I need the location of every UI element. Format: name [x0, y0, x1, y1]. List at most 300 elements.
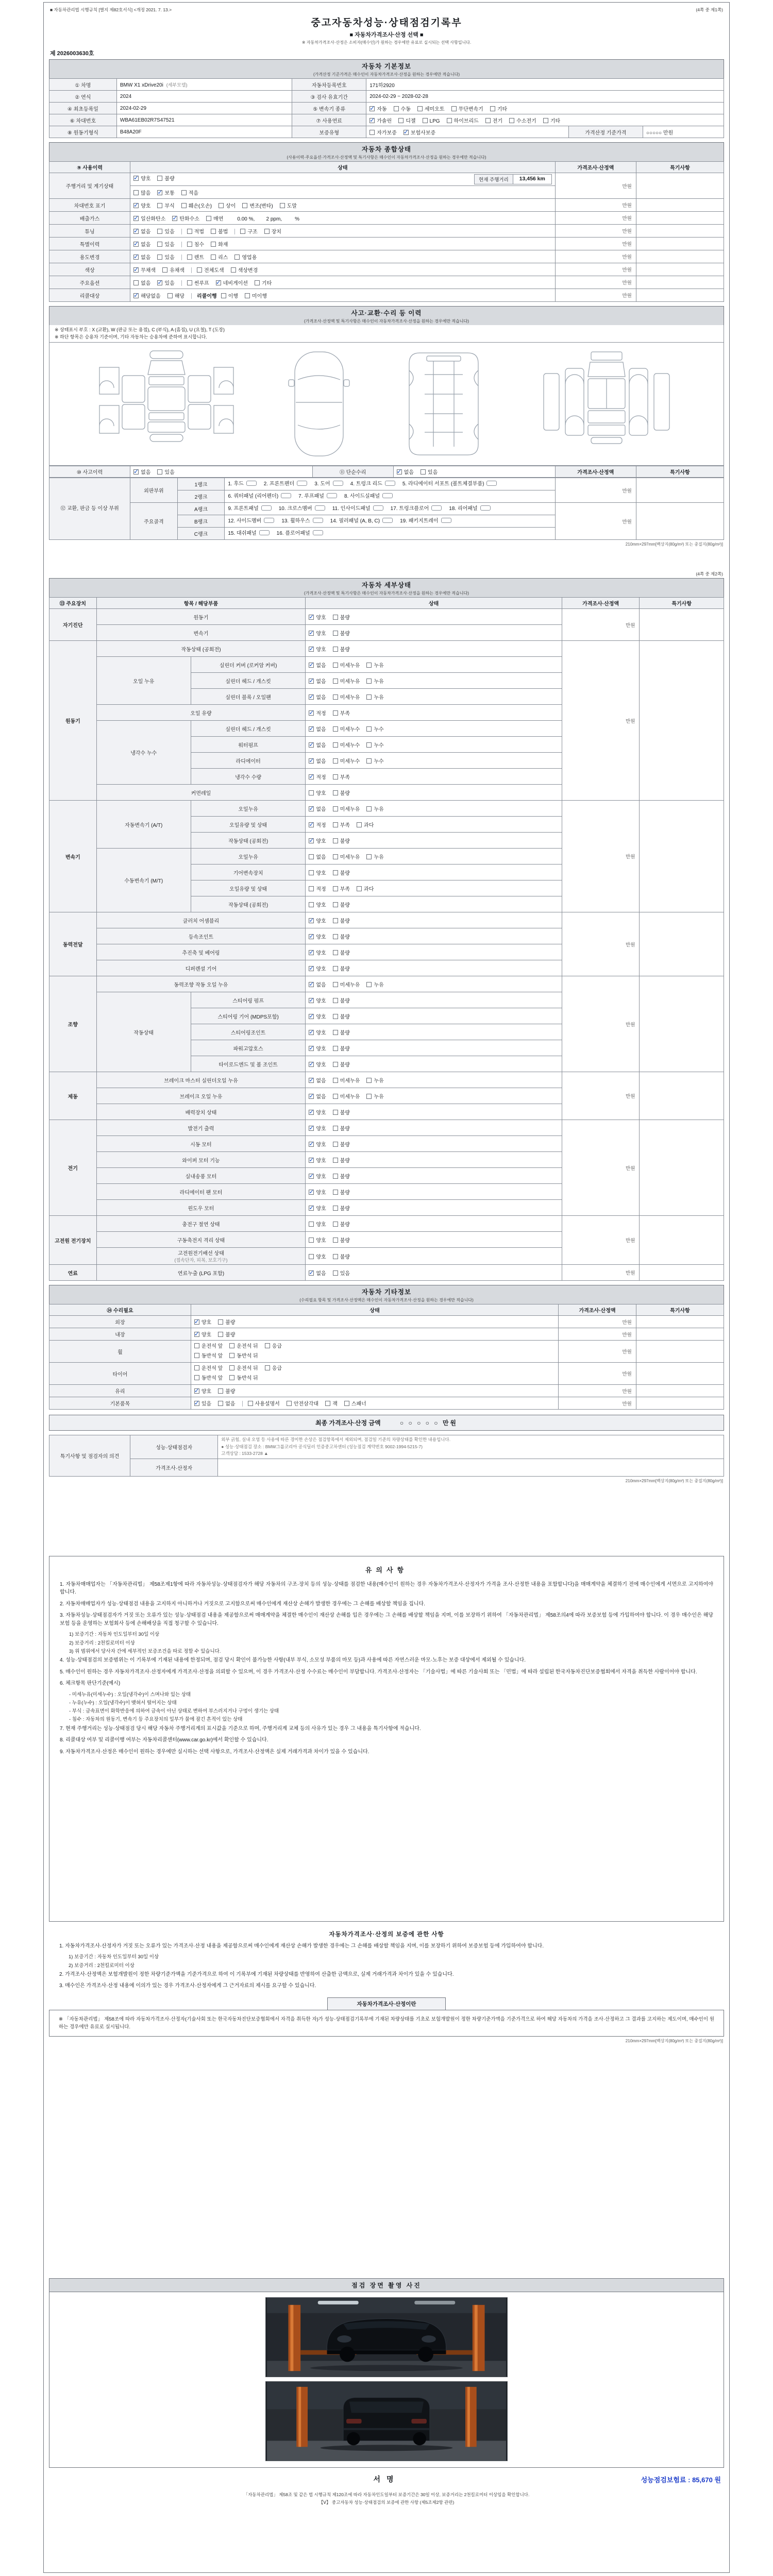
option-label: 없음 — [141, 242, 151, 248]
divider — [234, 229, 235, 234]
part-label: 16. 플로어패널 — [276, 531, 310, 536]
unchecked-checkbox — [333, 1174, 338, 1179]
unchecked-checkbox — [211, 242, 216, 247]
divider — [181, 280, 182, 286]
wheel-line — [194, 1351, 555, 1361]
etc-row — [49, 1341, 724, 1363]
checkbox-option — [333, 933, 350, 940]
option-label: 양호 — [316, 1014, 326, 1020]
checked-checkbox — [194, 1388, 199, 1394]
checkbox-option — [309, 837, 326, 844]
detail-row — [49, 1120, 724, 1136]
item-label: 원동기 — [96, 609, 306, 625]
checked-checkbox — [369, 106, 375, 111]
checkbox-option — [366, 725, 383, 733]
option-label: 잭 — [332, 1401, 338, 1407]
detail-row — [49, 641, 724, 657]
part-label: 9. 프론트패널 — [228, 506, 259, 512]
unchecked-checkbox — [543, 118, 548, 123]
header-row — [49, 162, 724, 173]
option-label: 불량 — [340, 1190, 350, 1196]
basic-row — [49, 79, 724, 91]
option-label: 자동 — [377, 106, 387, 112]
rank-label: 1랭크 — [177, 478, 225, 490]
notice-item: 6. 체크항목 판단기준(예시) — [60, 1681, 121, 1687]
option-label: 부족 — [340, 710, 350, 717]
checkbox-option — [333, 1108, 350, 1116]
checked-checkbox — [309, 1174, 314, 1179]
option-label: 있음 — [164, 470, 175, 476]
checked-checkbox — [309, 726, 314, 732]
unchecked-checkbox — [157, 255, 162, 260]
checkbox-option — [344, 1399, 366, 1407]
option-label: 무채색 — [141, 267, 156, 274]
part-item — [279, 504, 325, 514]
guarantee-section-title: 자동차가격조사·산정의 보증에 관한 사항 — [329, 1931, 444, 1938]
state-cell — [306, 880, 562, 896]
notice-item: 3. 자동차성능·상태점검자가 거짓 또는 오류가 있는 성능·상태점검 내용을 제공함으로써 매매계약을 체결한 매수인이 재산상 손해를 입은 경우에는 그 손해를 배상할 책임을 지며, 이를 보장하기 위하여 「자동차관리법」 제58조의4에 따라 보증보험 등에 가입하여야 합니다. 이 경우 매수인은 해당 보험 등을 운영하는 보험회사 등에 손해배상을 직접 청구할 수 있습니다. — [60, 1613, 713, 1626]
part-item — [330, 516, 393, 526]
notice-item: 9. 자동차가격조사·산정은 매수인이 원하는 경우에만 실시하는 선택 사항으로, 가격조사·산정액은 실제 거래가격과 차이가 있을 수 있습니다. — [60, 1749, 369, 1755]
option-label: 무단변속기 — [458, 106, 483, 112]
price-cell: 만원 — [555, 250, 636, 263]
engine-type: B48A20F — [116, 126, 292, 138]
unchecked-checkbox — [333, 1158, 338, 1163]
status-box — [297, 481, 307, 486]
device-group-label: 조향 — [49, 976, 97, 1072]
option-label: 보험사보증 — [410, 130, 436, 136]
section-title: 자동차 기타정보 — [362, 1289, 411, 1296]
checkbox-option — [218, 1318, 235, 1326]
checkbox-option — [157, 227, 174, 235]
unchecked-checkbox — [366, 742, 372, 748]
note-cell — [640, 609, 724, 641]
option-label: 양호 — [316, 1030, 326, 1036]
car-diagram-exterior-unfolded — [89, 348, 244, 460]
checked-checkbox — [194, 1401, 199, 1406]
unchecked-checkbox — [417, 106, 423, 111]
checked-checkbox — [309, 1126, 314, 1131]
checkbox-option — [333, 1076, 360, 1084]
checkbox-option — [157, 279, 174, 286]
checkbox-option — [187, 227, 204, 235]
notice-item: 4. 성능·상태점검의 보증범위는 이 기록부에 기재된 내용에 한정되며, 점검 당시 확인이 불가능한 사항(내부 부식, 소모성 부품의 마모 등)과 사용에 따른 자연스러운 마모·노후는 보증 대상에서 제외될 수 있습니다. — [60, 1657, 526, 1664]
unchecked-checkbox — [333, 918, 338, 923]
state-cell — [130, 225, 556, 238]
option-label: 동반석 뒤 — [237, 1353, 258, 1359]
checkbox-option — [133, 292, 161, 299]
checkbox-option — [333, 885, 350, 892]
option-label: 양호 — [316, 631, 326, 637]
row-label: 용도변경 — [49, 250, 130, 263]
checkbox-option — [187, 279, 209, 286]
part-label: 15. 대쉬패널 — [228, 531, 257, 536]
checked-checkbox — [133, 293, 139, 298]
option-label: 부식 — [164, 203, 175, 209]
opinion-line: 고객상담 : 1533-2728 ▲ — [221, 1451, 268, 1456]
checkbox-option — [167, 292, 184, 299]
item-label: 냉각수 누수 — [96, 721, 191, 785]
checked-checkbox — [309, 694, 314, 700]
part-item — [228, 479, 256, 489]
checkbox-option — [309, 741, 326, 749]
unchecked-checkbox — [157, 469, 162, 474]
option-label: 양호 — [316, 1238, 326, 1244]
section-title: 자동차 기본정보 — [362, 63, 411, 70]
checkbox-option — [181, 201, 212, 209]
checkbox-option — [309, 1252, 326, 1260]
unchecked-checkbox — [333, 886, 338, 891]
column-header-device: ⑬ 주요장치 — [49, 598, 97, 609]
state-cell — [306, 801, 562, 817]
document-subtitle-note: ※ 자동차가격조사·산정은 소비자(매수인)가 원하는 경우에만 유료로 실시되는 선택 사항입니다. — [301, 40, 472, 45]
option-label: 미세누유 — [340, 679, 360, 685]
part-label: 11. 인사이드패널 — [332, 506, 371, 512]
option-label: 없음 — [316, 806, 326, 812]
unchecked-checkbox — [333, 1078, 338, 1083]
checkbox-option — [333, 917, 350, 924]
state-cell — [306, 833, 562, 849]
unchecked-checkbox — [333, 631, 338, 636]
unchecked-checkbox — [194, 1365, 199, 1370]
option-label: 양호 — [316, 1110, 326, 1116]
notice-subitem: 1) 보증기간 : 자동차 인도일부터 30일 이상 — [69, 1632, 160, 1638]
checkbox-option — [366, 693, 383, 701]
inspection-photo-section — [49, 2278, 724, 2468]
rank-label: B랭크 — [177, 515, 225, 528]
checkbox-option — [309, 677, 326, 685]
unchecked-checkbox — [167, 293, 173, 298]
field-label: ② 연식 — [49, 91, 117, 103]
checked-checkbox — [309, 1030, 314, 1035]
top-reference-line — [50, 7, 723, 13]
option-label: 가솔린 — [377, 118, 392, 124]
price-cell: 만원 — [562, 912, 640, 976]
etc-row — [49, 1328, 724, 1341]
option-label: 불량 — [340, 1254, 350, 1260]
checkbox-option — [181, 189, 198, 196]
checkbox-option — [194, 1351, 223, 1361]
subitem-label: 워터펌프 — [191, 737, 306, 753]
checked-checkbox — [309, 679, 314, 684]
checkbox-option — [421, 468, 438, 476]
checkbox-option — [309, 1076, 326, 1084]
checked-checkbox — [133, 242, 139, 247]
option-label: 화재 — [218, 242, 228, 248]
price-cell: 만원 — [559, 1397, 636, 1410]
checkbox-option — [133, 266, 156, 274]
price-survey-info-text: ※ 「자동차관리법」 제58조에 따라 자동차가격조사·산정자(기술사회 또는 한국자동차진단보증협회에서 자격을 취득한 자)가 성능·상태점검기록부에 기재된 차량상태를 기초로 보험개발원이 정한 차량기준가액을 기준가격으로 하여 해당 자동차의 가격을 조사·산정하고 그 결과를 고지하는 제도이며, 매수인이 원하는 경우에만 유료로 실시됩니다. — [49, 2010, 724, 2037]
checked-checkbox — [194, 1332, 199, 1337]
option-label: 이행 — [228, 293, 239, 299]
option-label: 운전석 앞 — [201, 1344, 223, 1349]
checked-checkbox — [309, 934, 314, 939]
price-cell: 만원 — [562, 1072, 640, 1120]
subitem-label: 라디에이터 — [191, 753, 306, 769]
field-label: ⑦ 사용연료 — [292, 114, 366, 126]
item-label: 브레이크 오일 누유 — [96, 1088, 306, 1104]
section-etc-info-header — [49, 1285, 724, 1304]
part-label: 14. 필러패널 (A, B, C) — [330, 518, 380, 524]
state-cell — [306, 705, 562, 721]
option-label: 불량 — [164, 176, 175, 182]
state-cell — [306, 928, 562, 944]
unchecked-checkbox — [333, 774, 338, 779]
submodel-label: (세부모델) — [166, 82, 188, 88]
option-label: 없음 — [316, 742, 326, 749]
notices-section — [49, 1556, 724, 1922]
final-price-label: 최종 가격조사·산정 금액 — [315, 1419, 381, 1427]
unchecked-checkbox — [211, 255, 216, 260]
unchecked-checkbox — [181, 190, 187, 195]
checkbox-option — [309, 1012, 326, 1020]
checkbox-option — [333, 1044, 350, 1052]
checkbox-option — [133, 279, 150, 286]
state-cell — [306, 689, 562, 705]
checkbox-option — [133, 201, 150, 209]
car-diagram-area — [49, 343, 724, 466]
price-cell: 만원 — [555, 212, 636, 225]
option-label: 사용설명서 — [255, 1401, 280, 1407]
row-label: 주행거리 및 계기상태 — [49, 173, 130, 199]
option-label: 불량 — [340, 902, 350, 908]
inspection-record-document — [43, 2, 730, 2573]
option-label: 있음 — [164, 280, 175, 286]
option-label: 불법 — [218, 229, 228, 235]
option-label: 있음 — [340, 1270, 350, 1277]
option-label: 불량 — [225, 1389, 236, 1395]
item-label: 유리 — [49, 1385, 191, 1397]
base-price-value: ○○○○○ 만원 — [643, 126, 724, 138]
option-label: 스패너 — [351, 1401, 366, 1407]
item-label: 배력장치 상태 — [96, 1104, 306, 1120]
checkbox-option — [333, 629, 350, 637]
option-label: 불량 — [340, 1030, 350, 1036]
option-label: 적정 — [316, 822, 326, 828]
unchecked-checkbox — [194, 1353, 199, 1358]
accident-history-label: ⑩ 사고이력 — [49, 466, 130, 478]
option-label: 양호 — [316, 1254, 326, 1260]
guarantee-subitem: 2) 보증거리 : 2천킬로미터 이상 — [69, 1962, 135, 1969]
status-box — [441, 518, 451, 523]
opinion-text — [218, 1435, 724, 1459]
unchecked-checkbox — [265, 1365, 270, 1370]
option-label: 적법 — [194, 229, 205, 235]
item-label: 라디에이터 팬 모터 — [96, 1184, 306, 1200]
checkbox-option — [309, 1236, 326, 1244]
checkbox-option — [194, 1387, 211, 1395]
checkbox-option — [333, 948, 350, 956]
option-label: 보통 — [164, 190, 175, 196]
item-label: 등속조인트 — [96, 928, 306, 944]
part-label: 17. 트렁크플로어 — [390, 506, 429, 512]
note-cell — [636, 1363, 724, 1385]
document-number: 제 2026003630호 — [50, 50, 94, 57]
option-label: 누수 — [374, 726, 384, 733]
option-label: 전기 — [492, 118, 503, 124]
checkbox-option — [133, 174, 150, 182]
basic-row — [49, 91, 724, 103]
parts-cell — [225, 528, 555, 540]
notice-subitem: - 부식 : 금속표면이 화학반응에 의하여 금속이 아닌 상태로 변하여 부스러지거나 구멍이 생기는 상태 — [69, 1708, 279, 1715]
field-label: ⑥ 차대번호 — [49, 114, 117, 126]
option-label: 동반석 앞 — [201, 1353, 223, 1359]
state-cell — [306, 1136, 562, 1152]
checkbox-option — [509, 116, 536, 124]
note-cell — [636, 276, 724, 289]
option-label: 양호 — [316, 790, 326, 796]
checkbox-option — [447, 116, 479, 124]
unchecked-checkbox — [333, 1270, 338, 1276]
divider — [242, 1401, 243, 1406]
checkbox-option — [333, 1124, 350, 1132]
option-label: 양호 — [316, 838, 326, 844]
option-label: 렌트 — [194, 255, 205, 261]
unchecked-checkbox — [447, 118, 452, 123]
unchecked-checkbox — [344, 1401, 349, 1406]
checkbox-option — [245, 292, 267, 299]
checkbox-option — [333, 1220, 350, 1228]
state-cell — [306, 673, 562, 689]
option-label: 있음 — [427, 470, 438, 476]
checkbox-option — [309, 789, 326, 796]
checked-checkbox — [309, 998, 314, 1003]
unchecked-checkbox — [162, 267, 167, 273]
option-label: 기타 — [262, 280, 272, 286]
option-label: 양호 — [316, 615, 326, 621]
state-cell — [306, 1088, 562, 1104]
unchecked-checkbox — [309, 790, 314, 795]
part-label: 2. 프론트펜더 — [263, 481, 295, 487]
note-cell — [636, 503, 724, 540]
status-box — [313, 530, 323, 535]
unchecked-checkbox — [333, 710, 338, 716]
option-label: 양호 — [141, 176, 151, 182]
device-group-label: 고전원 전기장치 — [49, 1216, 97, 1265]
column-header-3: 특기사항 — [636, 162, 724, 173]
checked-checkbox — [133, 229, 139, 234]
checkbox-option — [133, 253, 150, 261]
detail-row — [49, 1072, 724, 1088]
paper-size-note: 210mm×297mm[백상지(80g/m²) 또는 중질지(80g/m²)] — [625, 542, 723, 547]
option-label: 누수 — [374, 758, 384, 765]
detail-row — [49, 801, 724, 817]
checked-checkbox — [309, 758, 314, 764]
checkbox-option — [366, 1092, 383, 1100]
warranty-type — [366, 126, 569, 138]
checkbox-option — [369, 128, 397, 136]
unchecked-checkbox — [333, 966, 338, 971]
checkbox-option — [194, 1330, 211, 1338]
checkbox-option — [211, 240, 228, 248]
notice-item: 1. 자동차매매업자는 「자동차관리법」 제58조제1항에 따라 자동차성능·상태점검자가 해당 자동차의 구조·장치 등의 성능·상태를 점검한 내용(매수인이 원하는 경우 자동차가격조사·산정자가 가격을 조사·산정한 내용을 포함합니다)을 매매계약을 체결하기 전에 매수인에게 서면으로 고지하여야 합니다. — [60, 1581, 713, 1596]
option-label: 없음 — [141, 470, 151, 476]
column-header-0: ⑭ 수리필요 — [49, 1304, 191, 1316]
option-label: 양호 — [316, 1222, 326, 1228]
checked-checkbox — [194, 1319, 199, 1325]
state-cell — [191, 1316, 558, 1328]
option-label: 누유 — [374, 1094, 384, 1100]
checkbox-option — [309, 1108, 326, 1116]
divider — [181, 242, 182, 247]
checkbox-option — [255, 279, 272, 286]
checked-checkbox — [309, 1062, 314, 1067]
checkbox-option — [309, 964, 326, 972]
state-cell — [130, 238, 556, 250]
unchecked-checkbox — [398, 118, 404, 123]
price-cell: 만원 — [559, 1385, 636, 1397]
option-label: 불량 — [340, 1222, 350, 1228]
state-cell — [130, 289, 556, 302]
option-label: 불량 — [340, 950, 350, 956]
subitem-label: 오일누유 — [191, 801, 306, 817]
checkbox-option — [309, 901, 326, 908]
checkbox-option — [333, 1269, 350, 1277]
option-label: 장치 — [271, 229, 282, 235]
state-cell — [191, 1363, 558, 1385]
unchecked-checkbox — [333, 1062, 338, 1067]
checkbox-option — [264, 227, 281, 235]
notice-item: 5. 매수인이 원하는 경우 자동차가격조사·산정자에게 가격조사·산정을 의뢰할 수 있으며, 이 경우 가격조사·산정 수수료는 매수인이 부담합니다. 가격조사·산정자는 「기술사법」에 따른 기술사회 또는 「민법」에 따라 설립된 한국자동차진단보증협회에서 자격을 취득한 사람이어야 합니다. — [60, 1669, 697, 1675]
checkbox-option — [309, 773, 326, 781]
state-cell — [306, 1120, 562, 1136]
unchecked-checkbox — [133, 280, 139, 285]
state-cell — [306, 785, 562, 801]
state-cell — [191, 1397, 558, 1410]
state-cell — [306, 1104, 562, 1120]
item-label: 와이퍼 모터 기능 — [96, 1152, 306, 1168]
note-cell — [640, 801, 724, 912]
checkbox-option — [490, 105, 507, 112]
option-label: 적정 — [316, 886, 326, 892]
checkbox-option — [187, 240, 204, 248]
opinions-block-label: 특기사항 및 점검자의 의견 — [49, 1435, 130, 1477]
option-label: 양호 — [316, 647, 326, 653]
state-cell — [306, 865, 562, 880]
unchecked-checkbox — [333, 1014, 338, 1019]
option-label: 미세누유 — [340, 854, 360, 860]
unchecked-checkbox — [333, 1206, 338, 1211]
checkbox-option — [229, 1374, 258, 1383]
option-label: 미세누유 — [340, 663, 360, 669]
option-label: 응급 — [272, 1366, 282, 1371]
note-cell — [636, 199, 724, 212]
checkbox-option — [485, 116, 502, 124]
opinion-row — [49, 1459, 724, 1476]
vehicle-name: BMW X1 xDrive20i (세부모델) — [116, 79, 292, 91]
notice-item: 8. 리콜대상 여부 및 리콜이행 여부는 자동차리콜센터(www.car.go.kr)에서 확인할 수 있습니다. — [60, 1737, 268, 1743]
unchecked-checkbox — [133, 190, 139, 195]
option-label: 불량 — [340, 1142, 350, 1148]
checkbox-option — [194, 1342, 223, 1351]
status-box — [315, 505, 325, 511]
unchecked-checkbox — [240, 229, 245, 234]
option-label: 누유 — [374, 694, 384, 701]
unchecked-checkbox — [333, 950, 338, 955]
device-group-label: 변속기 — [49, 801, 97, 912]
item-label: 외장 — [49, 1316, 191, 1328]
unchecked-checkbox — [194, 1343, 199, 1348]
item-label: 작동상태 (공회전) — [96, 641, 306, 657]
checked-checkbox — [309, 1142, 314, 1147]
state-cell — [191, 1341, 558, 1363]
checked-checkbox — [309, 774, 314, 779]
state-cell — [130, 199, 556, 212]
state-cell — [306, 1265, 562, 1281]
unchecked-checkbox — [187, 229, 192, 234]
option-label: 미세누유 — [340, 694, 360, 701]
odometer-value: 13,456 km — [519, 176, 545, 182]
